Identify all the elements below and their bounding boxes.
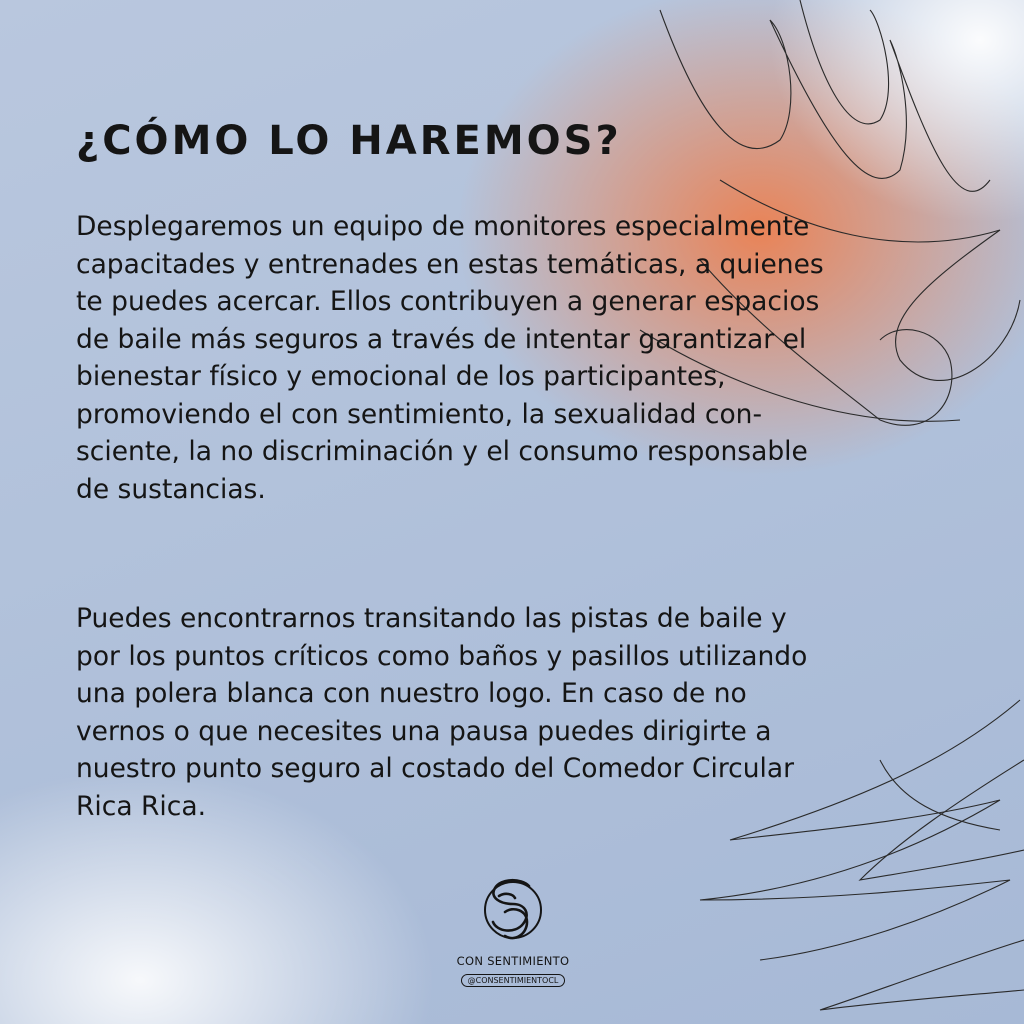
page-title: ¿CÓMO LO HAREMOS? [76,118,622,164]
body-paragraph-1: Desplegaremos un equipo de monitores especialmente capacitades y entrenades en estas temáticas, a quienes te puedes acercar. Ellos contribuyen a generar espacios de baile más seguros a través de intentar garantizar el bienestar físico y emocional de los participantes, promoviendo el con sentimiento, la sexualidad con- sciente, la no discriminación y el consumo responsable de sustancias. [76,211,824,505]
body-paragraph-2: Puedes encontrarnos transitando las pistas de baile y por los puntos críticos como baños y pasillos utilizando una polera blanca con nuestro logo. En caso de no vernos o que necesites una pausa puedes dirigirte a nuestro punto seguro al costado del Comedor Circular Rica Rica. [76,603,808,822]
logo-mark-icon [483,876,543,946]
brand-logo [448,876,578,987]
logo-name: CON SENTIMIENTO [456,954,570,968]
logo-handle: @CONSENTIMIENTOCL [461,974,566,987]
